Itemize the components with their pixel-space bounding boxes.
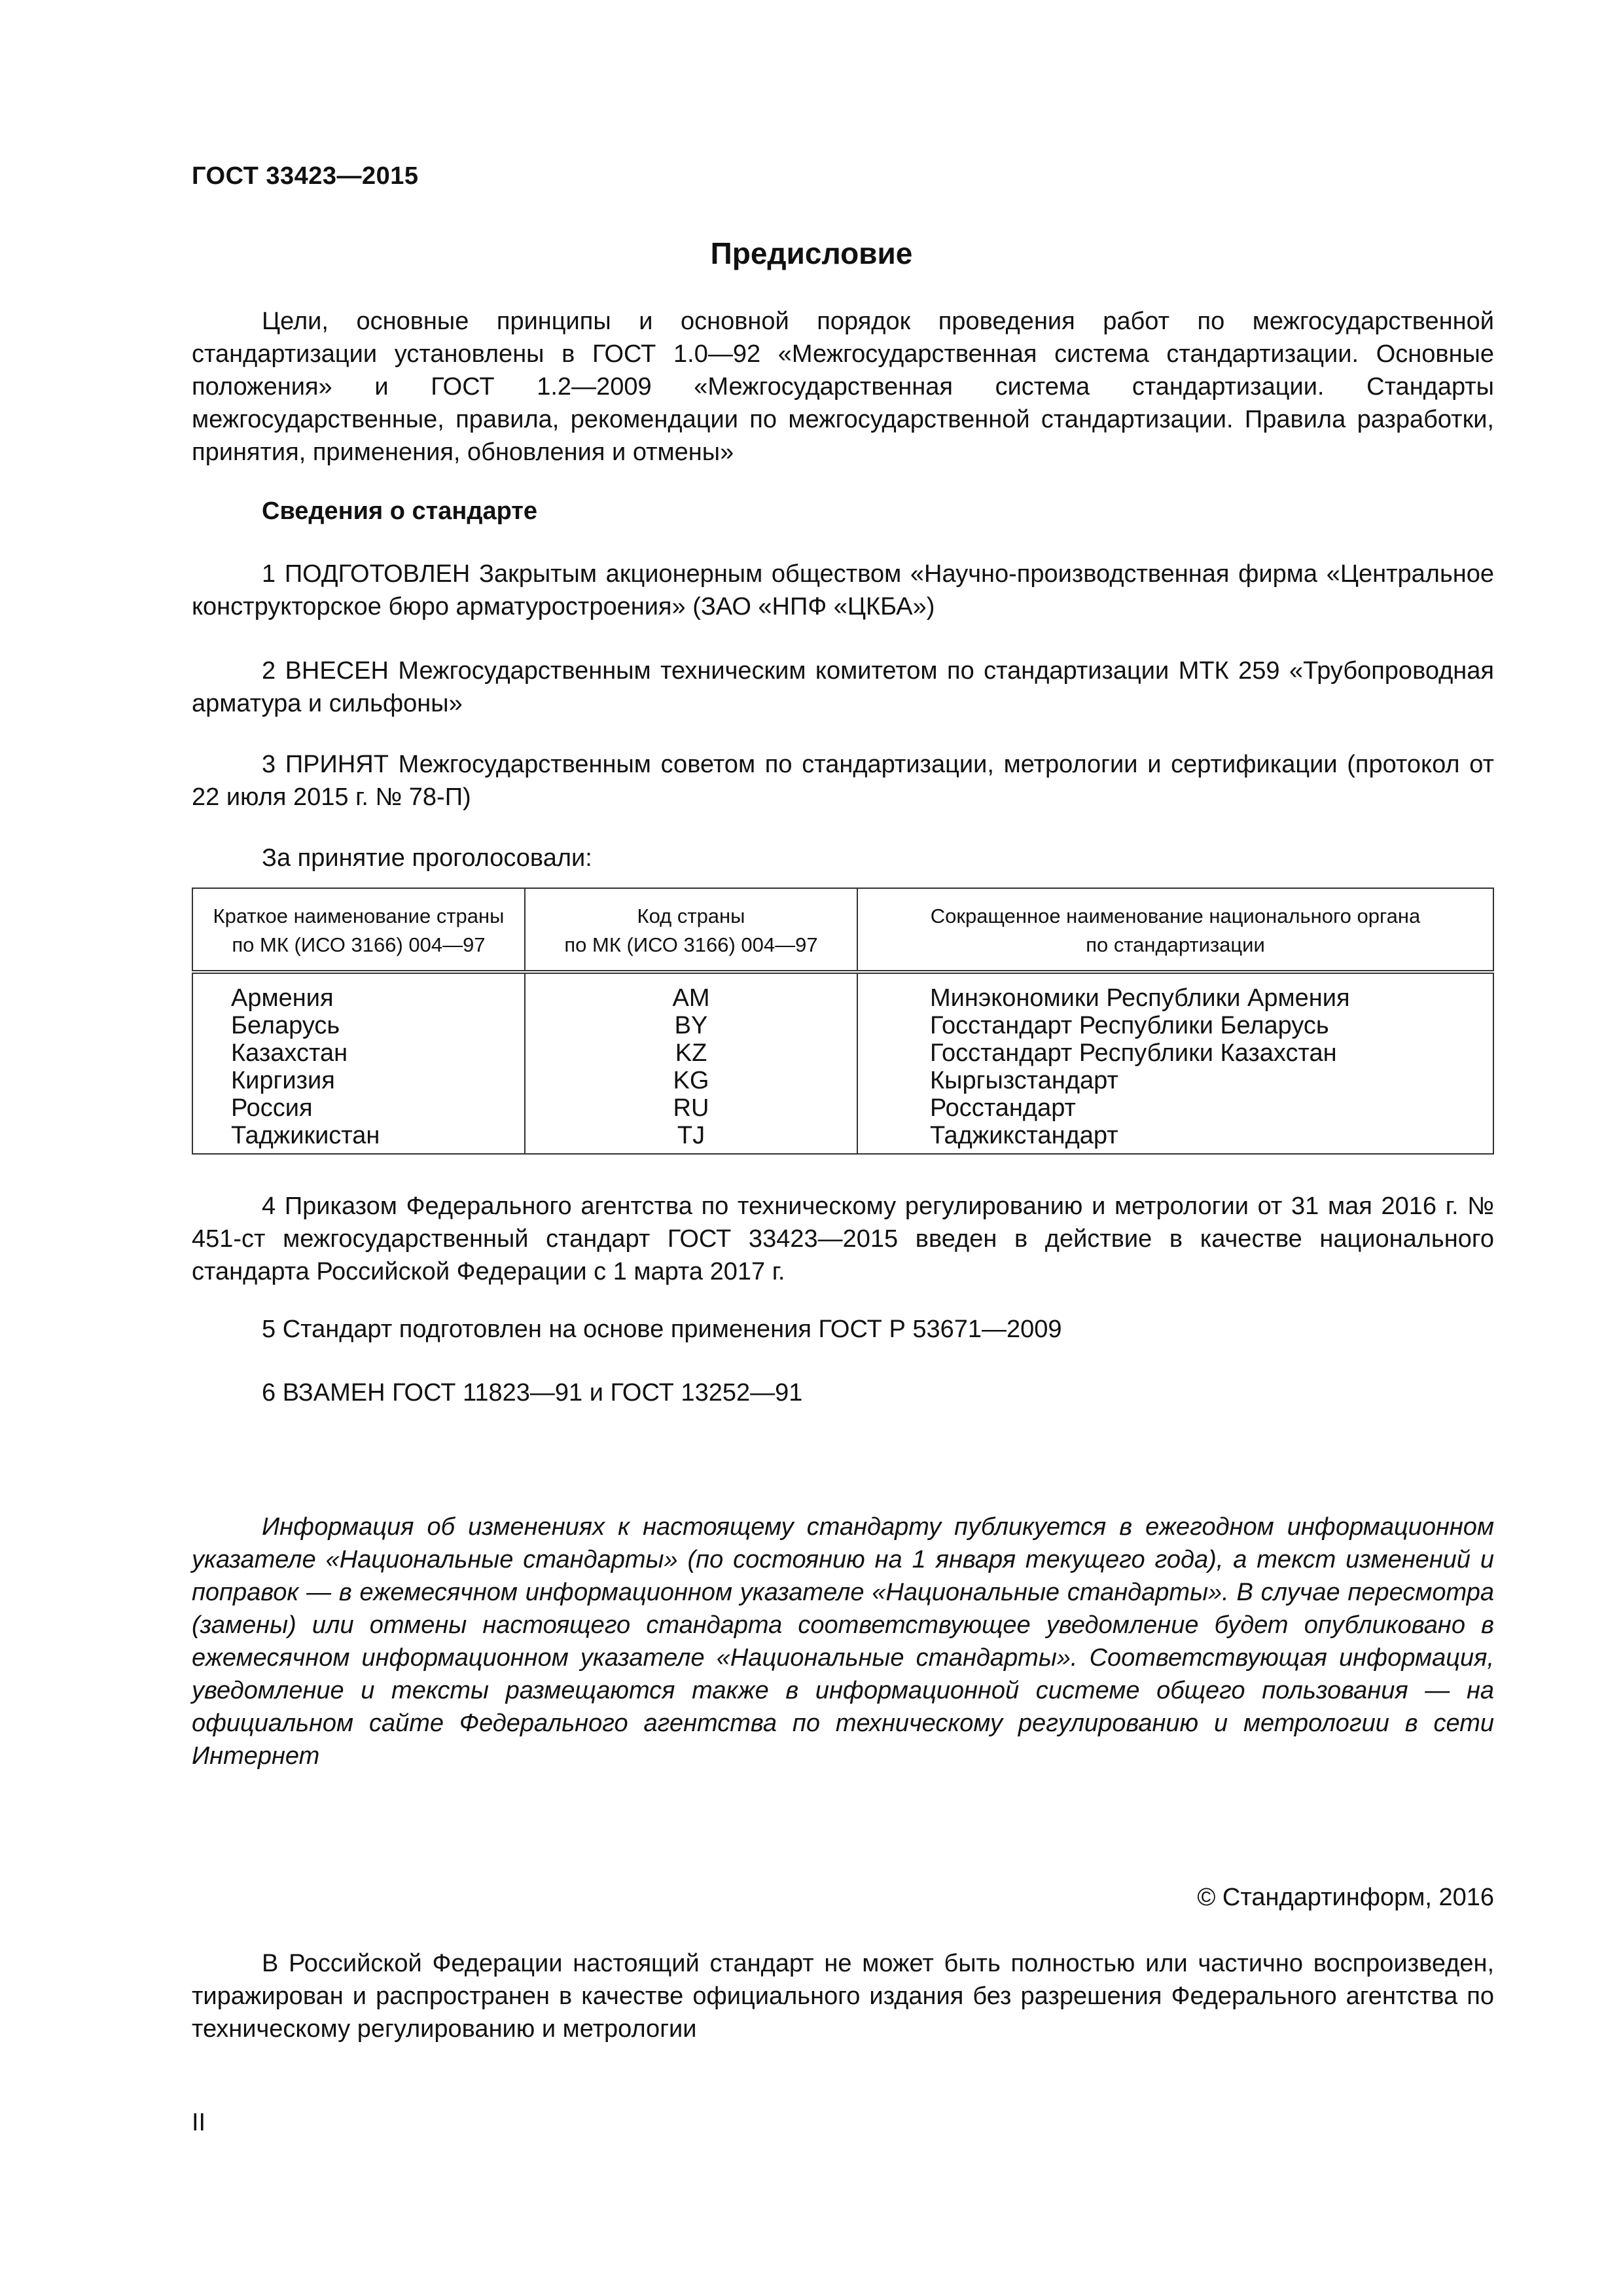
changes-notice: Информация об изменениях к настоящему стандарту публикуется в ежегодном информационном указателе «Национальные стандарты» (по состоянию на 1 января текущего года), а текст изменений и поправок — в ежемесячном информационном указателе «Национальные стандарты». В случае пересмотра (замены) или отмены настоящего стандарта соответствующее уведомление будет опубликовано в ежемесячном информационном указателе «Национальные стандарты». Соответствующая информация, уведомление и тексты размещаются также в информационной системе общего пользования — на официальном сайте Федерального агентства по техническому регулированию и метрологии в сети Интернет — [192, 1513, 1494, 1770]
item-adopted: 3 ПРИНЯТ Межгосударственным советом по стандартизации, метрологии и сертификации (протокол от 22 июля 2015 г. № 78-П) — [192, 751, 1494, 811]
cell-country: Таджикистан — [192, 1122, 525, 1154]
item-replaces: 6 ВЗАМЕН ГОСТ 11823—91 и ГОСТ 13252—91 — [262, 1379, 803, 1407]
cell-code: BY — [525, 1012, 857, 1039]
header-country-code — [525, 888, 857, 972]
cell-body: Минэкономики Республики Армения — [857, 972, 1493, 1012]
cell-country: Беларусь — [192, 1012, 525, 1039]
table-row — [192, 1122, 1493, 1154]
item-enacted: 4 Приказом Федерального агентства по техническому регулированию и метрологии от 31 мая 2016 г. № 451-ст межгосударственный стандарт ГОСТ 33423—2015 введен в действие в качестве национального стандарта Российской Федерации с 1 марта 2017 г. — [192, 1193, 1494, 1285]
item-prepared: 1 ПОДГОТОВЛЕН Закрытым акционерным обществом «Научно-производственная фирма «Центральное конструкторское бюро арматуростроения» (ЗАО «НПФ «ЦКБА») — [192, 560, 1494, 620]
table-row — [192, 1094, 1493, 1122]
header-line: по стандартизации — [1086, 933, 1265, 956]
voting-countries-table — [192, 888, 1494, 1155]
cell-body: Госстандарт Республики Казахстан — [857, 1039, 1493, 1067]
cell-country: Киргизия — [192, 1067, 525, 1094]
cell-body: Таджикстандарт — [857, 1122, 1493, 1154]
page-number: II — [192, 2109, 206, 2136]
table-header-row — [192, 888, 1493, 972]
item-submitted: 2 ВНЕСЕН Межгосударственным техническим комитетом по стандартизации МТК 259 «Трубопроводная арматура и сильфоны» — [192, 657, 1494, 717]
cell-code: TJ — [525, 1122, 857, 1154]
vote-label: За принятие проголосовали: — [262, 844, 592, 872]
copyright-line: © Стандартинформ, 2016 — [1197, 1884, 1494, 1911]
rights-statement: В Российской Федерации настоящий стандарт не может быть полностью или частично воспроизведен, тиражирован и распространен в качестве официального издания без разрешения Федерального агентства по техническому регулированию и метрологии — [192, 1950, 1494, 2043]
cell-code: KG — [525, 1067, 857, 1094]
page-title: Предисловие — [710, 236, 913, 270]
standard-info-heading: Сведения о стандарте — [262, 497, 538, 525]
header-line: Краткое наименование страны — [213, 905, 505, 927]
cell-code: AM — [525, 972, 857, 1012]
cell-body: Росстандарт — [857, 1094, 1493, 1122]
table-row — [192, 1067, 1493, 1094]
header-national-body — [857, 888, 1493, 972]
cell-country: Казахстан — [192, 1039, 525, 1067]
cell-country: Армения — [192, 972, 525, 1012]
header-line: Сокращенное наименование национального органа — [930, 905, 1421, 927]
header-line: по МК (ИСО 3166) 004—97 — [564, 933, 818, 956]
intro-paragraph: Цели, основные принципы и основной порядок проведения работ по межгосударственной стандартизации установлены в ГОСТ 1.0—92 «Межгосударственная система стандартизации. Основные положения» и ГОСТ 1.2—2009 «Межгосударственная система стандартизации. Стандарты межгосударственные, правила, рекомендации по межгосударственной стандартизации. Правила разработки, принятия, применения, обновления и отмены» — [192, 308, 1494, 466]
table-row — [192, 1012, 1493, 1039]
item-basis: 5 Стандарт подготовлен на основе применения ГОСТ Р 53671—2009 — [262, 1316, 1062, 1343]
header-line: Код страны — [637, 905, 745, 927]
cell-body: Госстандарт Республики Беларусь — [857, 1012, 1493, 1039]
table-row — [192, 1039, 1493, 1067]
cell-code: KZ — [525, 1039, 857, 1067]
cell-country: Россия — [192, 1094, 525, 1122]
cell-code: RU — [525, 1094, 857, 1122]
header-line: по МК (ИСО 3166) 004—97 — [232, 933, 486, 956]
document-code-header: ГОСТ 33423—2015 — [192, 162, 419, 190]
cell-body: Кыргызстандарт — [857, 1067, 1493, 1094]
table-row — [192, 972, 1493, 1012]
header-country-name — [192, 888, 525, 972]
